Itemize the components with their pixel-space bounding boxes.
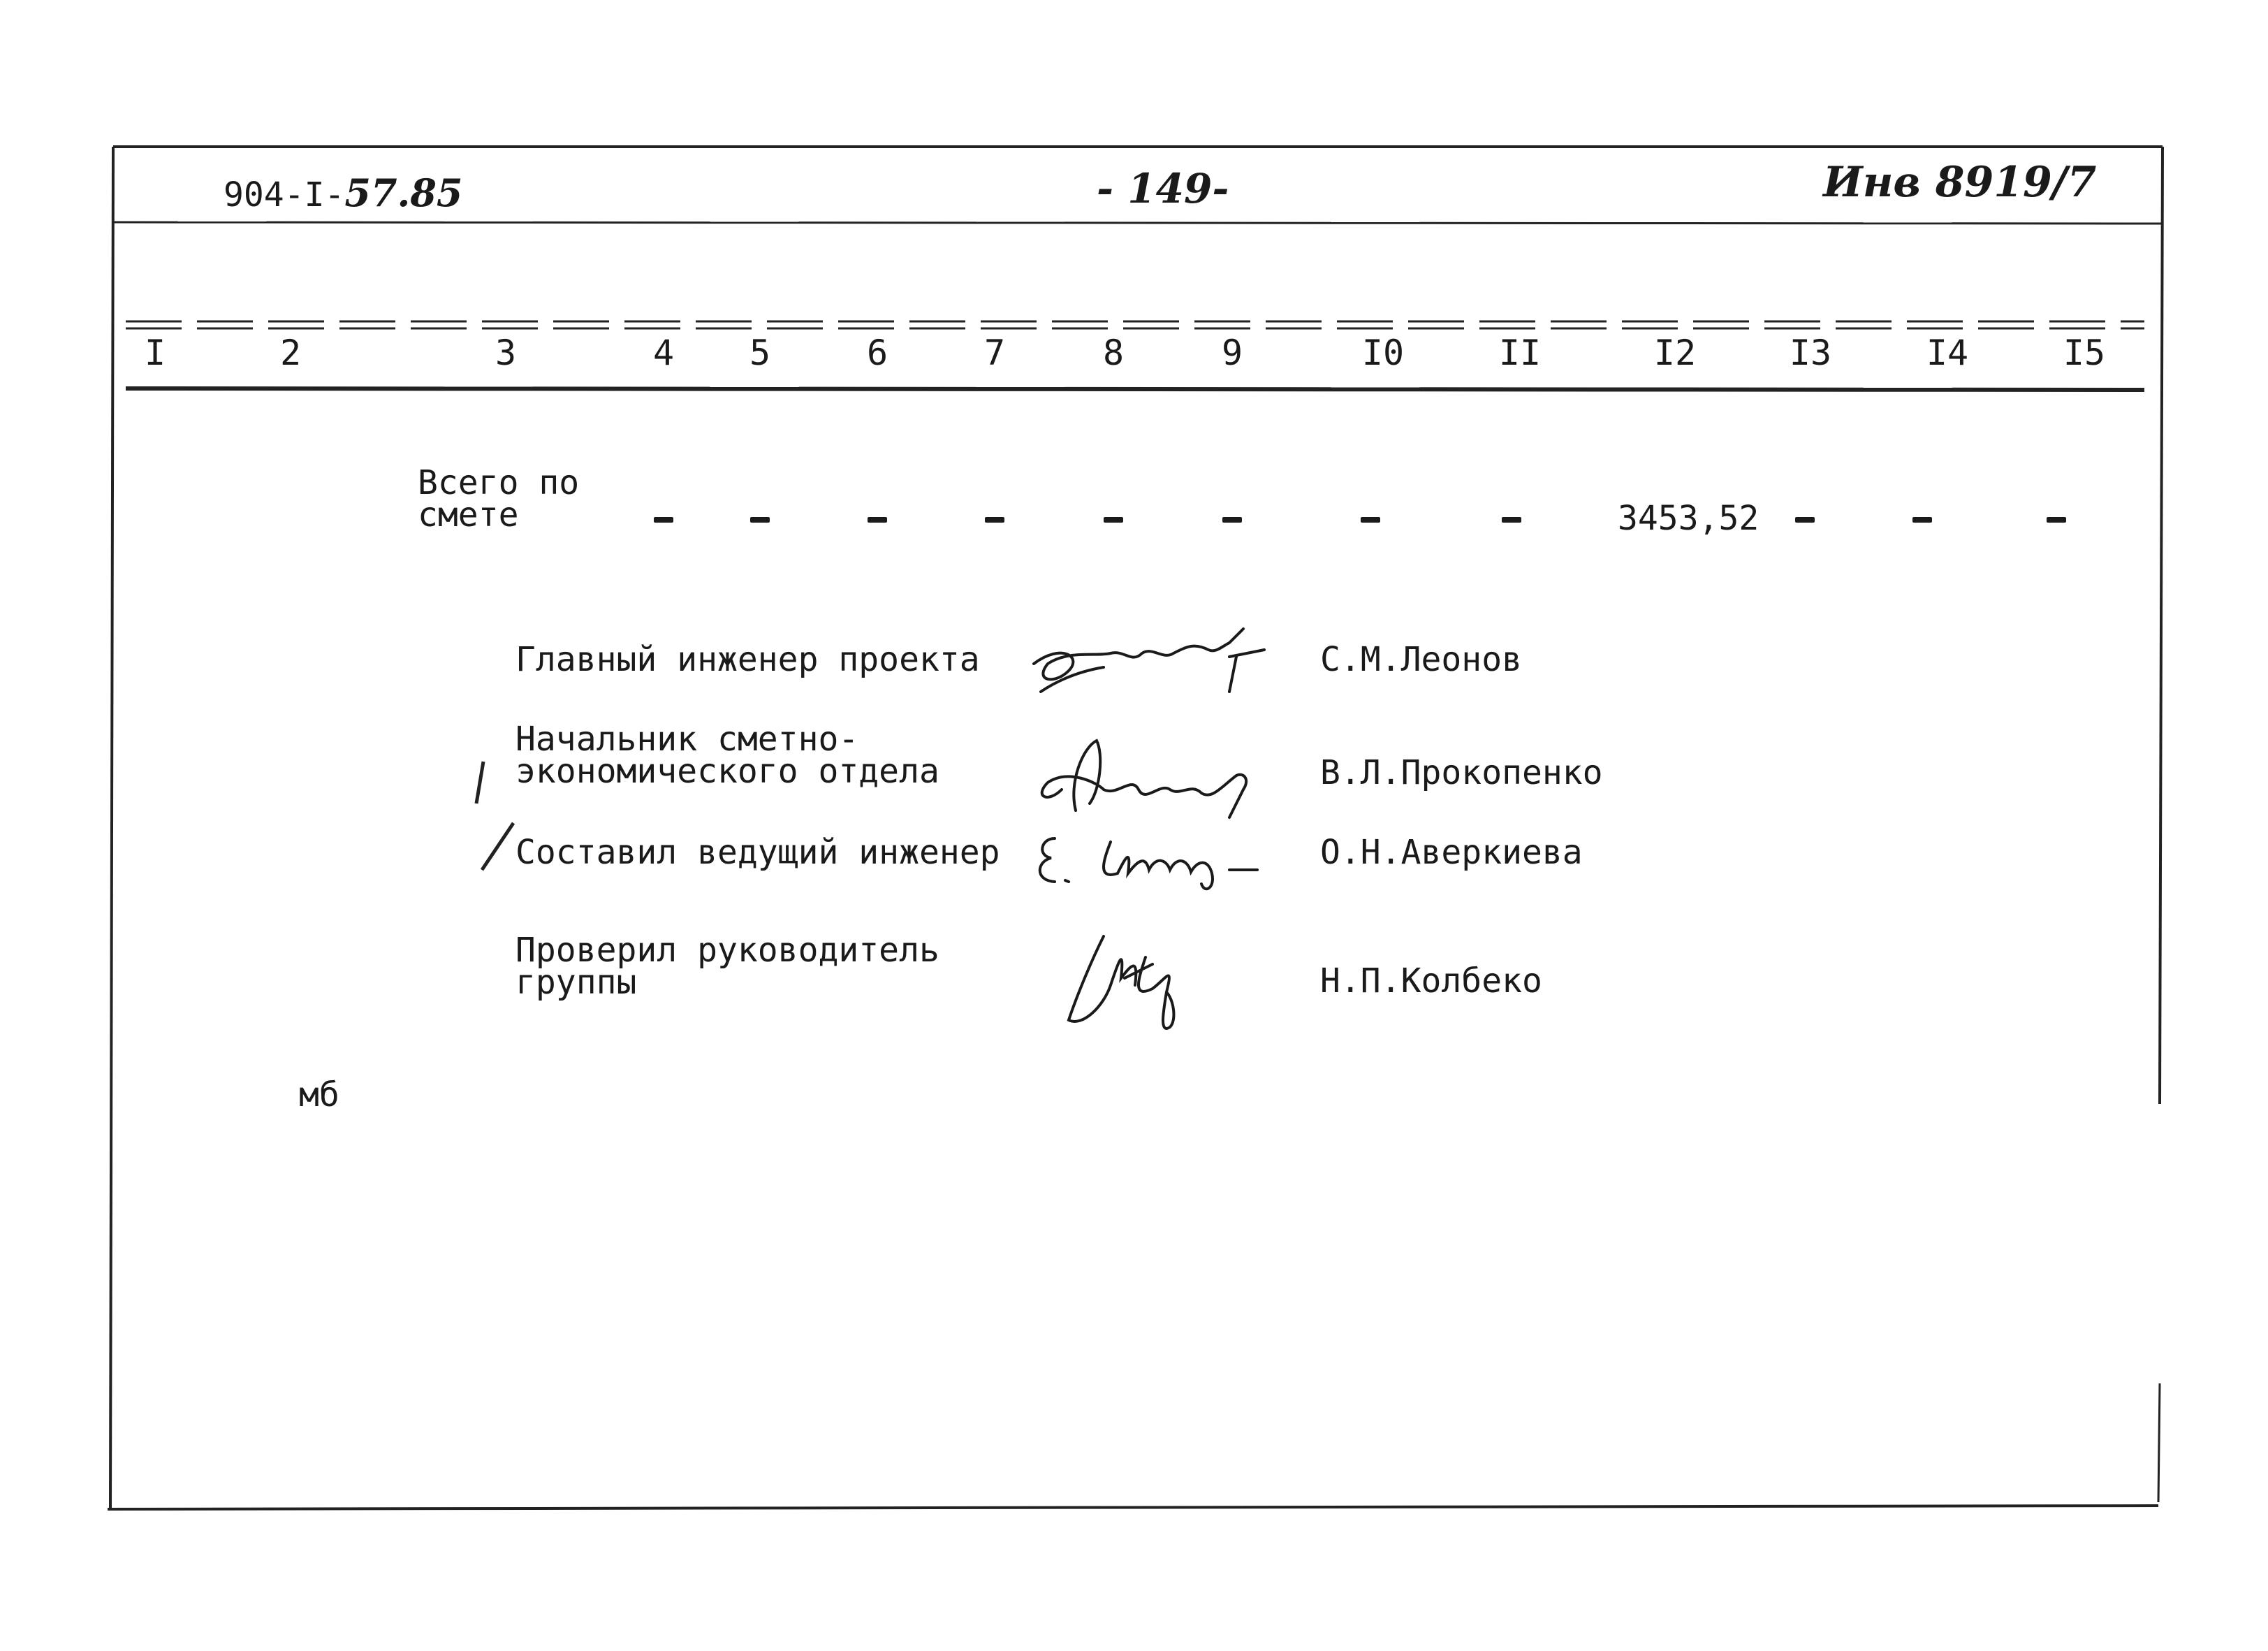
document-code-handwritten: 57.85 [344, 170, 463, 215]
column-number: 5 [749, 333, 771, 373]
column-number: II [1498, 333, 1542, 373]
column-number: I5 [2063, 333, 2106, 373]
signature-role: Главный инженер проекта [515, 640, 980, 679]
column-number: I2 [1653, 333, 1697, 373]
empty-cell-dash [1104, 517, 1123, 523]
document-code [224, 170, 462, 215]
column-number: 8 [1102, 333, 1125, 373]
total-value-col12: 3453,52 [1618, 499, 1759, 538]
signature-role: Составил ведущий инженер [515, 833, 1000, 872]
column-number: 2 [279, 333, 302, 373]
signature-role-line2: экономического отдела [515, 752, 939, 791]
signature-name: С.М.Леонов [1320, 640, 1522, 679]
total-label-line2: смете [418, 495, 519, 534]
column-number: I [144, 333, 166, 373]
footnote-mark: мб [299, 1075, 339, 1114]
signature-name: Н.П.Колбеко [1320, 961, 1542, 1001]
empty-cell-dash [654, 517, 673, 523]
signature-role-line1: Проверил руководитель [515, 931, 939, 970]
handwritten-signature-prokopenko [1020, 727, 1271, 824]
handwritten-signature-averkieva [1027, 817, 1292, 894]
handwritten-signature-leonov [1020, 615, 1271, 706]
signature-name: В.Л.Прокопенко [1320, 753, 1603, 792]
empty-cell-dash [750, 517, 770, 523]
empty-cell-dash [2047, 517, 2066, 523]
signature-name: О.Н.Аверкиева [1320, 833, 1583, 872]
column-number: 6 [866, 333, 888, 373]
empty-cell-dash [1502, 517, 1521, 523]
column-number: 9 [1221, 333, 1243, 373]
inventory-number: Инв 8919/7 [1823, 158, 2097, 207]
column-number: I4 [1926, 333, 1969, 373]
empty-cell-dash [1222, 517, 1242, 523]
page-number: - 149- [1097, 165, 1229, 212]
column-number: 7 [983, 333, 1006, 373]
signature-role-line2: группы [515, 963, 637, 1002]
total-label-line1: Всего по [418, 463, 580, 502]
empty-cell-dash [868, 517, 887, 523]
document-code-prefix: 904-I- [224, 175, 345, 214]
column-number: 4 [652, 333, 675, 373]
signature-role-line1: Начальник сметно- [515, 720, 859, 759]
handwritten-signature-kolbeko [1055, 922, 1208, 1041]
column-number: I0 [1361, 333, 1405, 373]
empty-cell-dash [1795, 517, 1815, 523]
column-number: 3 [495, 333, 517, 373]
column-number: I3 [1789, 333, 1832, 373]
empty-cell-dash [985, 517, 1004, 523]
empty-cell-dash [1912, 517, 1932, 523]
empty-cell-dash [1361, 517, 1380, 523]
